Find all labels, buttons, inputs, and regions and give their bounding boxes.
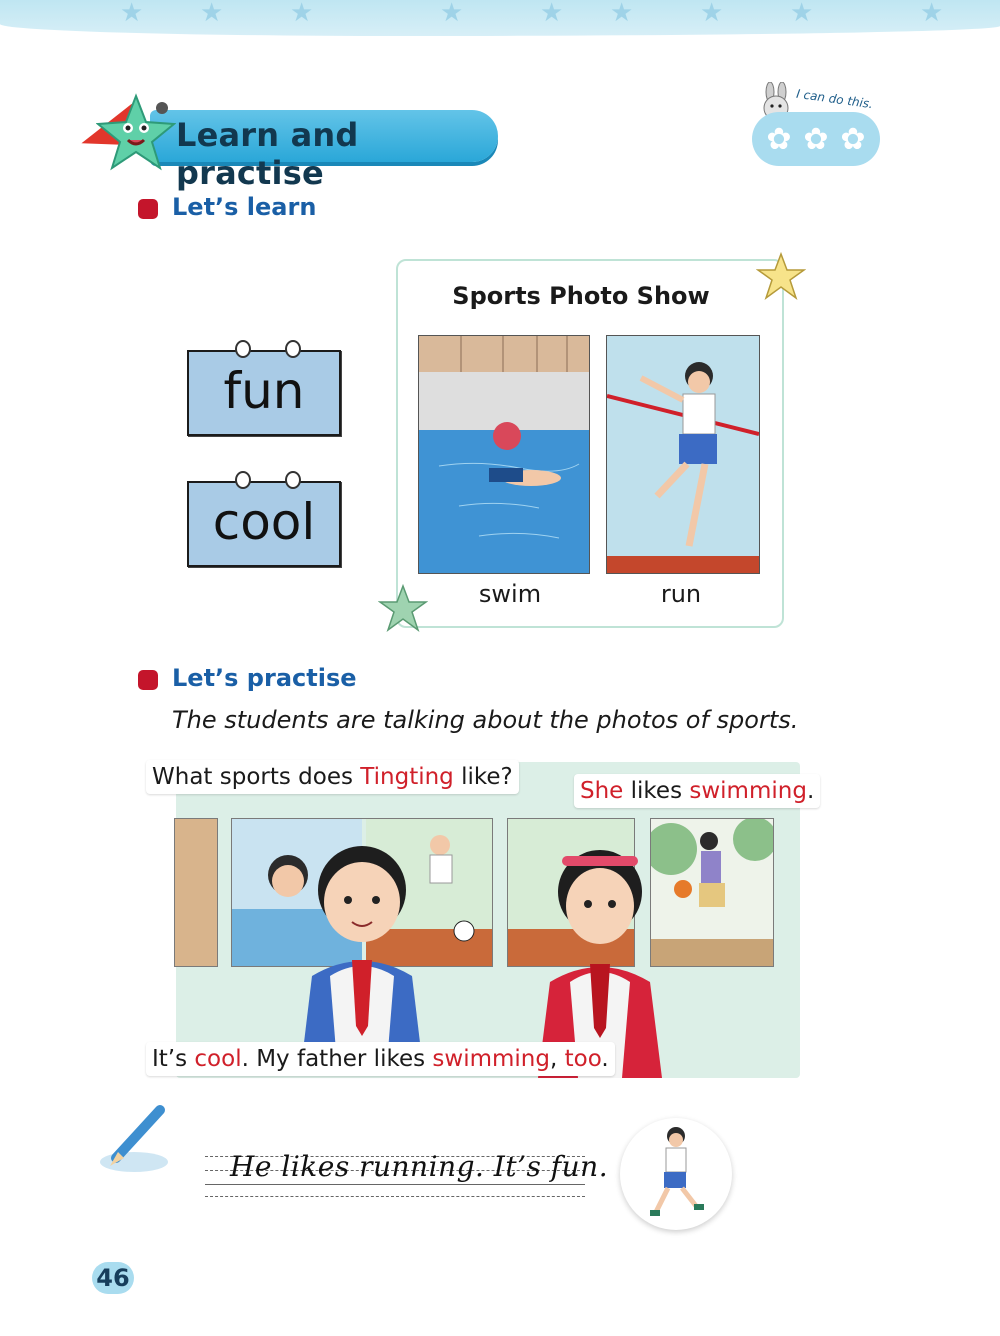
star-mascot-icon bbox=[96, 92, 176, 172]
page-number: 46 bbox=[92, 1262, 134, 1294]
handwriting-base-line bbox=[205, 1184, 585, 1185]
speech-bubble-girl-answer bbox=[574, 774, 820, 808]
flower-icon[interactable]: ✿ bbox=[840, 122, 866, 157]
page-title: Learn and practise bbox=[176, 116, 359, 192]
running-boy-icon bbox=[620, 1118, 732, 1230]
bubble-highlight: swimming bbox=[689, 778, 807, 804]
boy-student-illustration bbox=[290, 826, 430, 1076]
star-icon: ★ bbox=[610, 0, 634, 28]
bubble-text: , bbox=[549, 1046, 565, 1072]
handwriting-guide-line bbox=[205, 1196, 585, 1197]
swimmer-illustration bbox=[419, 336, 589, 573]
bubble-text: . bbox=[806, 778, 815, 804]
bubble-highlight: too bbox=[564, 1046, 602, 1072]
ring-icon bbox=[285, 340, 301, 358]
star-icon: ★ bbox=[790, 0, 814, 28]
practise-heading: Let’s practise bbox=[172, 664, 357, 692]
pencil-icon bbox=[98, 1102, 178, 1178]
top-decorative-band bbox=[0, 0, 1000, 36]
bubble-text: . bbox=[601, 1046, 609, 1072]
star-icon: ★ bbox=[440, 0, 464, 28]
word-card-fun bbox=[187, 350, 341, 436]
photo-show-title: Sports Photo Show bbox=[452, 282, 710, 310]
swim-photo bbox=[418, 335, 590, 574]
star-icon: ★ bbox=[290, 0, 314, 28]
green-star-icon bbox=[378, 584, 428, 634]
star-icon: ★ bbox=[200, 0, 224, 28]
runner-circle-picture bbox=[620, 1118, 732, 1230]
bubble-highlight: swimming bbox=[432, 1046, 550, 1072]
bubble-text: It’s bbox=[152, 1046, 195, 1072]
badge-caption: I can do this. bbox=[795, 86, 874, 112]
speech-bubble-boy-question bbox=[146, 760, 519, 794]
run-photo bbox=[606, 335, 760, 574]
word-card-text: fun bbox=[223, 362, 305, 420]
photo-panel-edge bbox=[174, 818, 218, 967]
bubble-highlight: She bbox=[580, 778, 624, 804]
star-icon: ★ bbox=[120, 0, 144, 28]
runner-illustration bbox=[607, 336, 759, 573]
photo-label-swim: swim bbox=[478, 580, 542, 608]
bubble-text: What sports does bbox=[152, 764, 361, 790]
section-bullet bbox=[138, 670, 158, 690]
handwriting-sentence: He likes running. It’s fun. bbox=[230, 1150, 609, 1183]
bubble-text: likes bbox=[623, 778, 690, 804]
flower-icon[interactable]: ✿ bbox=[803, 122, 829, 157]
learn-heading: Let’s learn bbox=[172, 193, 317, 221]
bubble-highlight: Tingting bbox=[360, 764, 454, 790]
star-icon: ★ bbox=[540, 0, 564, 28]
star-icon: ★ bbox=[920, 0, 944, 28]
ring-icon bbox=[285, 471, 301, 489]
section-bullet bbox=[138, 199, 158, 219]
ring-icon bbox=[235, 471, 251, 489]
bubble-text: like? bbox=[453, 764, 513, 790]
bubble-text: . My father likes bbox=[241, 1046, 433, 1072]
flower-icon[interactable]: ✿ bbox=[766, 122, 792, 157]
star-icon: ★ bbox=[700, 0, 724, 28]
word-card-text: cool bbox=[212, 493, 316, 551]
photo-label-run: run bbox=[660, 580, 702, 608]
word-card-cool bbox=[187, 481, 341, 567]
bubble-highlight: cool bbox=[194, 1046, 242, 1072]
practise-instruction: The students are talking about the photos of sports. bbox=[172, 706, 799, 734]
section-banner bbox=[150, 110, 498, 192]
speech-bubble-boy-reply bbox=[146, 1042, 615, 1076]
ring-icon bbox=[235, 340, 251, 358]
